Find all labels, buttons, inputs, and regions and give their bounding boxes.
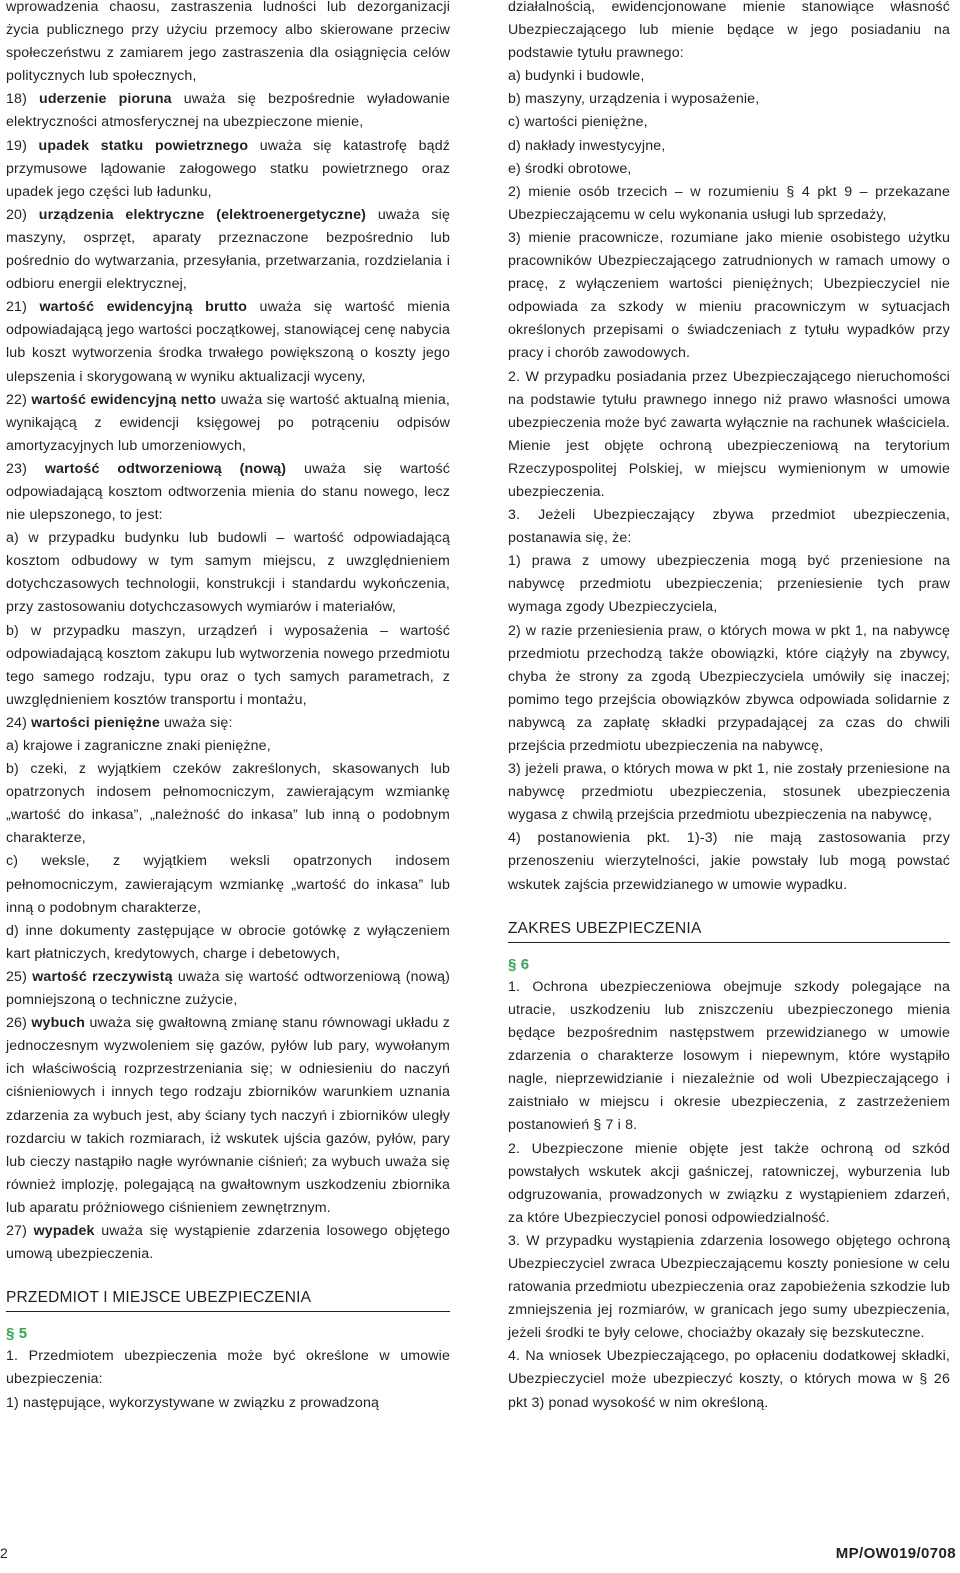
defined-term: upadek statku powietrznego (38, 137, 249, 154)
item-number: 20) (6, 206, 27, 223)
item-number: 22) (6, 391, 27, 408)
paragraph: działalnością, ewidencjonowane mienie stanowiące własność Ubezpieczającego lub mienie będące w jego posiadaniu na podstawie tytułu prawnego: (508, 0, 950, 62)
definition-19 (6, 135, 450, 204)
defined-term: wybuch (31, 1015, 86, 1032)
paragraph: wprowadzenia chaosu, zastraszenia ludności lub dezorganizacji życia publicznego przy użyciu przemocy albo skierowane przeciw społeczeństwu z zamiarem jego zastraszenia dla osiągnięcia celów politycznych lub społecznych, (6, 0, 450, 85)
defined-term: wartość odtworzeniową (nową) (44, 460, 287, 477)
definition-24 (6, 712, 450, 735)
definition-text: uważa się gwałtowną zmianę stanu równowagi układu z jednoczesnym wyzwoleniem się gazów, pyłów lub pary, wywołanym ich właściwością rozprzestrzeniania się; w odniesieniu do naczyń ciśnieniowych i innych tego rodzaju zbiorników warunkiem uznania zdarzenia za wybuch jest, aby ściany tych naczyń i zbiorników uległy rozdarciu w takich rozmiarach, iż wskutek ujścia gazów, pyłów, pary lub cieczy nastąpiło nagłe wyrównanie ciśnień; za wybuch uważa się również implozję, polegającą na gwałtownym uszkodzeniu zbiornika lub aparatu próżniowego ciśnieniem zewnętrznym. (6, 1015, 450, 1216)
paragraph: 1. Przedmiotem ubezpieczenia może być określone w umowie ubezpieczenia: (6, 1348, 450, 1388)
definition-20 (6, 204, 450, 296)
paragraph: 3. W przypadku wystąpienia zdarzenia losowego objętego ochroną Ubezpieczyciel zwraca Ubezpieczającemu koszty poniesione w celu ratowania przedmiotu ubezpieczenia oraz zapobieżenia szkodzie lub zmniejszenia jej rozmiarów, w granicach jego sumy ubezpieczenia, jeżeli środki te były celowe, chociażby okazały się bezskuteczne. (508, 1232, 950, 1342)
item-number: 19) (6, 137, 27, 154)
item-number: 23) (6, 460, 27, 477)
paragraph: 1. Ochrona ubezpieczeniowa obejmuje szkody polegające na utracie, uszkodzeniu lub zniszczeniu ubezpieczonego mienia będące bezpośrednim następstwem przewidzianego w umowie zdarzenia o charakterze losowym i niepewnym, które wystąpiło nagle, nieprzewidzianie i niezależnie od woli Ubezpieczającego i zaistniało w miejscu i okresie ubezpieczenia, z zastrzeżeniem postanowień § 7 i 8. (508, 978, 950, 1134)
item-number: 21) (6, 299, 27, 316)
document-code: MP/OW019/0708 (835, 1545, 956, 1562)
defined-term: wartość rzeczywistą (32, 968, 173, 985)
sub-item: d) nakłady inwestycyjne, (508, 137, 666, 154)
definition-text: uważa się maszyny, osprzęt, aparaty przeznaczone bezpośrednio lub pośrednio do wytwarzania, przesyłania, przetwarzania, rozdzielania i odbioru energii elektrycznej, (6, 206, 451, 293)
item-number: 26) (6, 1015, 27, 1032)
sub-item: b) w przypadku maszyn, urządzeń i wyposażenia – wartość odpowiadającą kosztom zakupu lub wytworzenia nowego przedmiotu tego samego rodzaju, typu oraz o tych samych parametrach, z uwzględnieniem kosztów transportu i montażu, (6, 622, 450, 708)
list-item: 2) w razie przeniesienia praw, o których mowa w pkt 1, na nabywcę przedmiotu przechodzą także obowiązki, które ciążyły na zbywcy, chyba że strony za zgodą Ubezpieczyciela umówiły się inaczej; pomimo tego przejścia obowiązków zbywca odpowiada solidarnie z nabywcą za zapłatę składki przypadającej za czas do chwili przejścia przedmiotu ubezpieczenia na nabywcę, (508, 622, 950, 754)
sub-item: c) wartości pieniężne, (508, 114, 648, 131)
page-number: 2 (0, 1545, 8, 1561)
sub-item: a) w przypadku budynku lub budowli – wartość odpowiadającą kosztom odbudowy w tym samym miejscu, z uwzględnieniem dotychczasowych technologii, konstrukcji i standardu wykończenia, przy zastosowaniu dotychczasowych wymiarów i materiałów, (6, 530, 450, 616)
definition-text: uważa się wartość mienia odpowiadającą jego wartości początkowej, stanowiącej cenę nabycia lub koszt wytworzenia środka trwałego powiększoną o koszty jego ulepszenia i skorygowaną w wyniku aktualizacji wyceny, (6, 299, 450, 385)
defined-term: wypadek (33, 1222, 95, 1239)
definition-22 (6, 389, 450, 458)
defined-term: uderzenie pioruna (39, 91, 172, 108)
item-number: 27) (6, 1222, 27, 1239)
definition-text: uważa się wartość odtworzeniową (nową) pomniejszoną o techniczne zużycie, (6, 968, 451, 1009)
list-item: 2) mienie osób trzecich – w rozumieniu § 4 pkt 9 – przekazane Ubezpieczającemu w celu wykonania usługi lub sprzedaży, (508, 183, 950, 223)
definition-26 (6, 1012, 450, 1220)
sub-item: c) weksle, z wyjątkiem weksli opatrzonych indosem pełnomocniczym, zawierającym wzmiankę „wartość do inkasa” lub inną o podobnym charakterze, (6, 853, 450, 916)
defined-term: urządzenia elektryczne (elektroenergetyczne) (38, 206, 367, 223)
list-item: 3) jeżeli prawa, o których mowa w pkt 1, nie zostały przeniesione na nabywcę przedmiotu ubezpieczenia, stosunek ubezpieczenia wygasa z chwilą przejścia przedmiotu ubezpieczenia na nabywcę, (508, 761, 950, 824)
section-heading: ZAKRES UBEZPIECZENIA (508, 919, 702, 937)
defined-term: wartości pieniężne (31, 714, 160, 731)
paragraph: 3. Jeżeli Ubezpieczający zbywa przedmiot ubezpieczenia, postanawia się, że: (508, 507, 950, 547)
sub-item: b) maszyny, urządzenia i wyposażenie, (508, 91, 760, 108)
section-heading: PRZEDMIOT I MIEJSCE UBEZPIECZENIA (6, 1289, 312, 1307)
paragraph: 2. W przypadku posiadania przez Ubezpieczającego nieruchomości na podstawie tytułu prawnego innego niż prawo własności umowa ubezpieczenia może być zawarta wyłącznie na rachunek właściciela. Mienie jest objęte ochroną ubezpieczeniową na terytorium Rzeczypospolitej Polskiej, w miejscu wymienionym w umowie ubezpieczenia. (508, 368, 950, 500)
definition-text: uważa się wartość aktualną mienia, wynikającą z ewidencji księgowej po potrąceniu odpisów amortyzacyjnych lub umorzeniowych, (6, 391, 450, 454)
sub-item: e) środki obrotowe, (508, 160, 632, 177)
definition-21 (6, 296, 450, 388)
definition-text: uważa się wystąpienie zdarzenia losowego objętego umową ubezpieczenia. (6, 1222, 451, 1263)
definition-text: uważa się katastrofę bądź przymusowe lądowanie załogowego statku powietrznego oraz upadek jego części lub ładunku, (6, 137, 450, 200)
paragraph: 4. Na wniosek Ubezpieczającego, po opłaceniu dodatkowej składki, Ubezpieczyciel może ubezpieczyć koszty, o których mowa w § 26 pkt 3) ponad wysokość w nim określoną. (508, 1348, 950, 1411)
sub-item: a) budynki i budowle, (508, 68, 645, 85)
defined-term: wartość ewidencyjną netto (31, 391, 217, 408)
list-item: 3) mienie pracownicze, rozumiane jako mienie osobistego użytku pracowników Ubezpieczającego zatrudnionych w ramach umowy o pracę, z wyłączeniem wartości pieniężnych; Ubezpieczyciel nie odpowiada za szkody w mieniu pracowniczym w sytuacjach określonych przepisami o świadczeniach z tytułu wypadków przy pracy i chorób zawodowych. (508, 229, 950, 362)
item-number: 24) (6, 714, 27, 731)
sub-item: b) czeki, z wyjątkiem czeków zakreślonych, skasowanych lub opatrzonych indosem pełnomocniczym, zawierającym wzmiankę „wartość do inkasa”, „należność do inkasa” lub inną o podobnym charakterze, (6, 761, 450, 847)
definition-text: uważa się: (164, 714, 233, 731)
sub-item: d) inne dokumenty zastępujące w obrocie gotówkę z wyłączeniem kart płatniczych, kredytowych, charge i debetowych, (6, 922, 450, 962)
sub-item: a) krajowe i zagraniczne znaki pieniężne, (6, 738, 271, 754)
item-number: 25) (6, 968, 27, 985)
paragraph-number: § 5 (6, 1325, 28, 1343)
list-item: 1) następujące, wykorzystywane w związku z prowadzoną (6, 1394, 380, 1411)
definition-text: uważa się wartość odpowiadającą kosztom odtworzenia mienia do stanu nowego, lecz nie ulepszonego, to jest: (6, 460, 450, 524)
list-item: 4) postanowienia pkt. 1)-3) nie mają zastosowania przy przenoszeniu wierzytelności, jakie powstały lub mogą powstać wskutek zajścia przewidzianego w umowie wypadku. (508, 830, 950, 893)
paragraph-number: § 6 (508, 955, 530, 973)
paragraph: 2. Ubezpieczone mienie objęte jest także ochroną od szkód powstałych wskutek akcji gaśniczej, ratowniczej, wyburzenia lub odgruzowania, prowadzonych w związku z wystąpieniem zdarzeń, za które Ubezpieczyciel ponosi odpowiedzialność. (508, 1140, 950, 1226)
right-text-column (508, 0, 950, 1415)
left-text-column (6, 0, 450, 1415)
definition-18 (6, 88, 450, 134)
definition-23 (6, 458, 450, 527)
defined-term: wartość ewidencyjną brutto (39, 299, 248, 316)
list-item: 1) prawa z umowy ubezpieczenia mogą być przeniesione na nabywcę przedmiotu ubezpieczenia; przeniesienie tych praw wymaga zgody Ubezpieczyciela, (508, 553, 950, 616)
definition-text: uważa się bezpośrednie wyładowanie elektryczności atmosferycznej na ubezpieczone mienie, (6, 91, 450, 131)
item-number: 18) (6, 91, 27, 108)
definition-27 (6, 1220, 450, 1266)
definition-25 (6, 966, 450, 1012)
